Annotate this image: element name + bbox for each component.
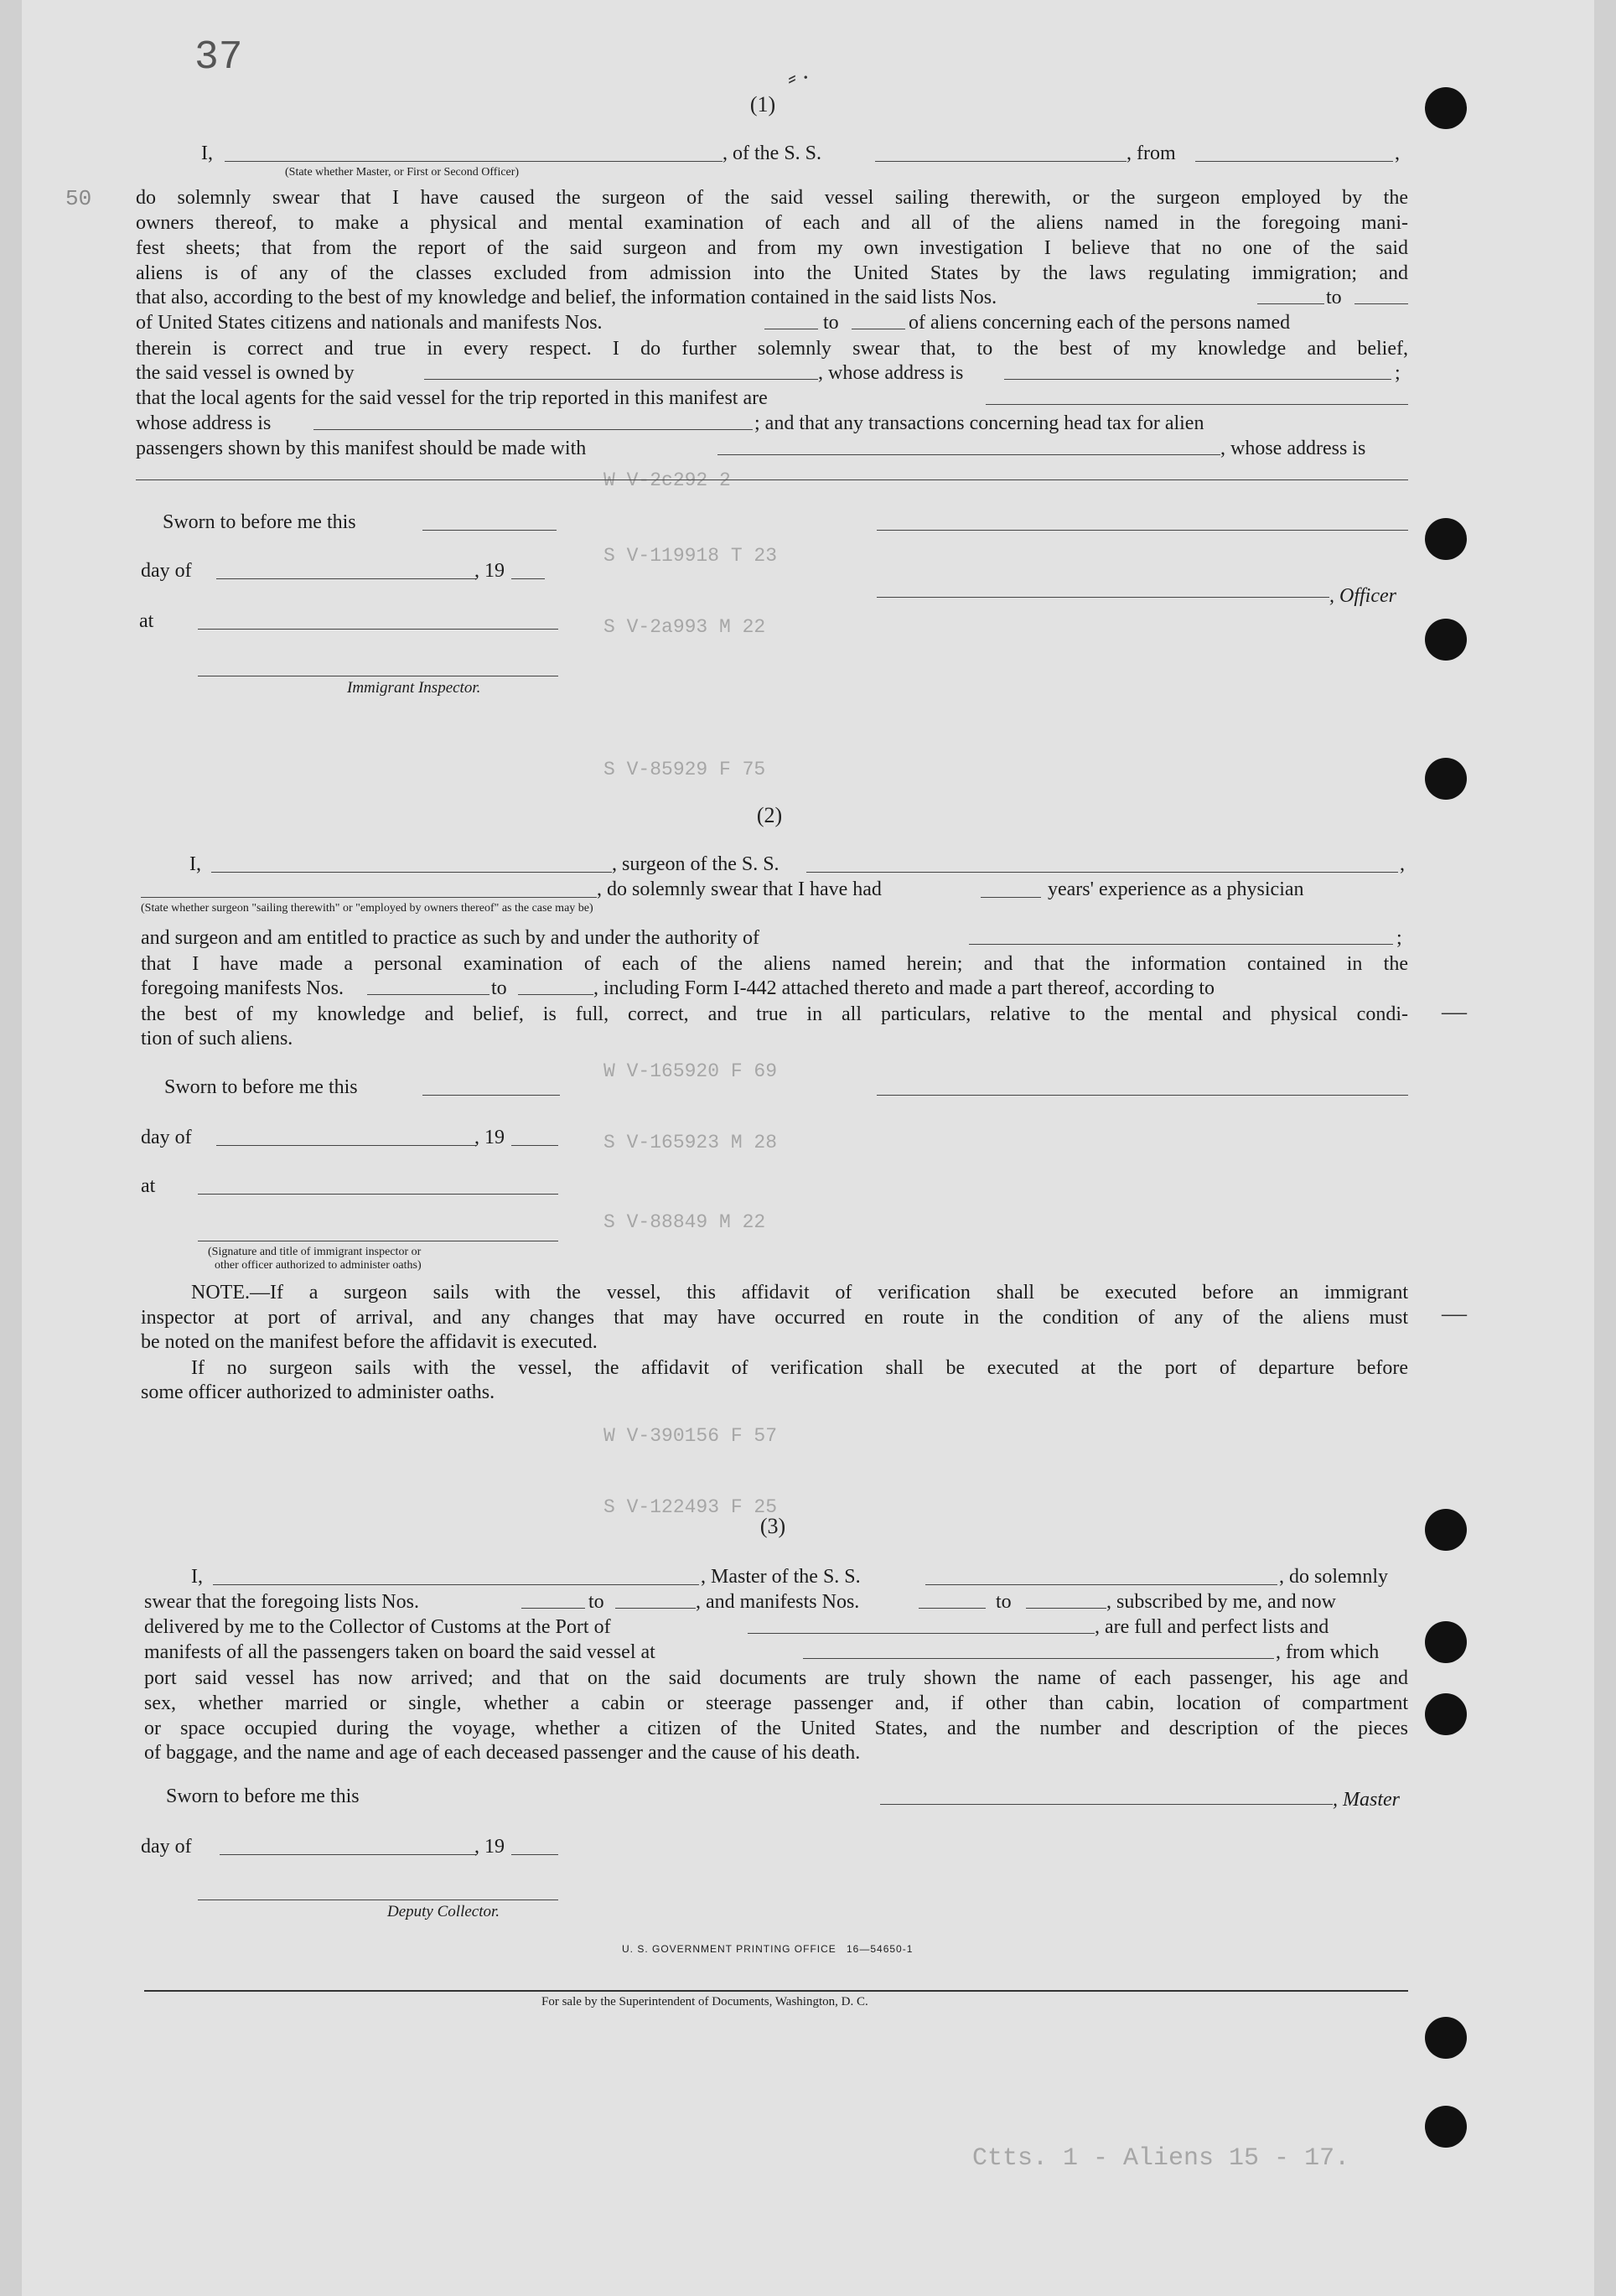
- footer-rule: [144, 1990, 1408, 1992]
- vessel-name-field: [875, 161, 1127, 162]
- section-3-line-1: port said vessel has now arrived; and that on the said documents are truly shown the name of each passenger, his age and: [144, 1667, 1408, 1689]
- lists-to-field-3: [615, 1608, 696, 1609]
- master-vessel-field: [925, 1584, 1277, 1585]
- manifests-from-field-3: [919, 1608, 986, 1609]
- years-field: [981, 897, 1041, 898]
- bleed-through-text: S V-2a993 M 22: [603, 616, 766, 638]
- day-of-field-3: [220, 1854, 476, 1855]
- semicolon: ;: [1395, 362, 1401, 384]
- and-manifests-label: , and manifests Nos.: [696, 1591, 860, 1613]
- at-field-2: [198, 1194, 558, 1195]
- to-label: to: [1326, 287, 1342, 308]
- section-1-heading: (1): [749, 92, 776, 117]
- punch-hole: [1425, 1693, 1467, 1735]
- sworn-label-2: Sworn to before me this: [164, 1076, 358, 1098]
- sworn-label-3: Sworn to before me this: [166, 1785, 360, 1807]
- day-of-label-2: day of: [141, 1127, 192, 1148]
- surgeon-vessel-field: [806, 872, 1398, 873]
- section-1-line-2: owners thereof, to make a physical and mental examination of each and all of the aliens named in the foregoing mani-: [136, 212, 1408, 234]
- officer-signature-line-2: [877, 597, 1329, 598]
- head-tax-address-field: [136, 479, 1408, 480]
- owner-field: [424, 379, 818, 380]
- punch-hole: [1425, 518, 1467, 560]
- section-2-line-5: tion of such aliens.: [141, 1028, 293, 1050]
- signature-note-1: (Signature and title of immigrant inspector or: [208, 1246, 422, 1258]
- master-label: , Master: [1333, 1789, 1400, 1811]
- punch-hole: [1425, 2106, 1467, 2148]
- year-field: [511, 578, 545, 579]
- surgeon-status-field: [141, 897, 597, 898]
- sale-notice: For sale by the Superintendent of Documents, Washington, D. C.: [541, 1995, 868, 2008]
- section-2-line-3: foregoing manifests Nos.: [141, 977, 344, 999]
- bleed-through-text: Ctts. 1 - Aliens 15 - 17.: [972, 2144, 1350, 2173]
- scan-right-edge: [1594, 0, 1616, 2296]
- bleed-through-text: S V-165923 M 28: [603, 1132, 778, 1153]
- day-of-field: [216, 578, 476, 579]
- note-line-5: some officer authorized to administer oaths.: [141, 1381, 495, 1403]
- bleed-through-text: W V-165920 F 69: [603, 1060, 778, 1082]
- section-2-heading: (2): [756, 803, 783, 827]
- swear-label: , do solemnly swear that I have had: [597, 878, 882, 900]
- section-2-line-4: the best of my knowledge and belief, is full, correct, and true in all particulars, relative to the mental and physical condi-: [141, 1003, 1408, 1025]
- section-3-i: I,: [191, 1566, 203, 1588]
- at-label: at: [139, 610, 154, 632]
- punch-hole: [1425, 2017, 1467, 2059]
- owner-address-field: [1004, 379, 1391, 380]
- section-3-heading: (3): [759, 1514, 786, 1538]
- manifests-to-field-2: [518, 994, 593, 995]
- lists-to-field: [1354, 303, 1408, 304]
- to-label: to: [588, 1591, 604, 1613]
- section-2-line-2: that I have made a personal examination of each of the aliens named herein; and that the information contained in the: [141, 953, 1408, 975]
- to-label: to: [491, 977, 507, 999]
- year-label-2: , 19: [474, 1127, 505, 1148]
- of-the-ss-label: , of the S. S.: [723, 143, 822, 164]
- section-1-i: I,: [201, 143, 213, 164]
- section-1-line-5: that also, according to the best of my knowledge and belief, the information contained in the said lists Nos.: [136, 287, 997, 308]
- head-tax-text: ; and that any transactions concerning head tax for alien: [754, 412, 1204, 434]
- subscribed-label: , subscribed by me, and now: [1106, 1591, 1336, 1613]
- master-of-label: , Master of the S. S.: [701, 1566, 861, 1588]
- pen-mark: ⸗ ∙: [788, 64, 809, 91]
- at-label-2: at: [141, 1175, 156, 1197]
- officer-label: , Officer: [1329, 585, 1396, 607]
- from-end: ,: [1395, 143, 1400, 164]
- section-1-line-11: passengers shown by this manifest should be made with: [136, 438, 587, 459]
- agents-field: [986, 404, 1408, 405]
- section-3-line-2: sex, whether married or single, whether a cabin or steerage passenger and, if other than cabin, location of compartment: [144, 1692, 1408, 1714]
- delivered-label: delivered by me to the Collector of Customs at the Port of: [144, 1616, 611, 1638]
- master-name-field-2: [213, 1584, 699, 1585]
- authority-field: [969, 944, 1393, 945]
- note-line-3: be noted on the manifest before the affidavit is executed.: [141, 1331, 598, 1353]
- pen-mark: —: [1442, 998, 1467, 1025]
- manifests-from-field-2: [367, 994, 489, 995]
- section-1-line-9: that the local agents for the said vessel for the trip reported in this manifest are: [136, 387, 768, 409]
- page-number: 37: [194, 35, 243, 80]
- day-of-label: day of: [141, 560, 192, 582]
- semicolon: ;: [1396, 927, 1402, 949]
- manifests-all-label: manifests of all the passengers taken on board the said vessel at: [144, 1641, 655, 1663]
- from-label: , from: [1127, 143, 1176, 164]
- to-label: to: [996, 1591, 1012, 1613]
- sworn-day-field: [422, 530, 557, 531]
- bleed-through-text: W V-390156 F 57: [603, 1425, 778, 1447]
- including-label: , including Form I-442 attached thereto and made a part thereof, according to: [593, 977, 1215, 999]
- head-tax-contact-field: [717, 454, 1220, 455]
- surgeon-signature-line: [877, 1095, 1408, 1096]
- pen-mark: —: [1442, 1299, 1467, 1327]
- immigrant-inspector-label: Immigrant Inspector.: [347, 679, 481, 697]
- surgeon-name-field: [211, 872, 612, 873]
- bleed-through-text: S V-88849 M 22: [603, 1211, 766, 1233]
- section-2-line-1: and surgeon and am entitled to practice as such by and under the authority of: [141, 927, 759, 949]
- punch-hole: [1425, 758, 1467, 800]
- day-of-field-2: [216, 1145, 476, 1146]
- whose-address-end: , whose address is: [1220, 438, 1366, 459]
- whose-address-label: , whose address is: [818, 362, 964, 384]
- do-solemnly-label: , do solemnly: [1279, 1566, 1388, 1588]
- printing-office: U. S. GOVERNMENT PRINTING OFFICE: [622, 1943, 836, 1955]
- year-label-3: , 19: [474, 1836, 505, 1858]
- lists-from-field: [1257, 303, 1324, 304]
- punch-hole: [1425, 87, 1467, 129]
- aliens-concerning: of aliens concerning each of the persons named: [909, 312, 1291, 334]
- swear-lists-label: swear that the foregoing lists Nos.: [144, 1591, 419, 1613]
- section-1-line-7: therein is correct and true in every respect. I do further solemnly swear that, to the best of my knowledge and belief,: [136, 338, 1408, 360]
- lists-from-field-3: [521, 1608, 585, 1609]
- section-1-line-1: do solemnly swear that I have caused the surgeon of the said vessel sailing therewith, or the surgeon employed by the: [136, 187, 1408, 209]
- section-1-line-3: fest sheets; that from the report of the said surgeon and from my own investigation I believe that no one of the said: [136, 237, 1408, 259]
- agents-address-field: [313, 429, 753, 430]
- margin-number: 50: [65, 186, 92, 211]
- punch-hole: [1425, 619, 1467, 661]
- master-name-field: [225, 161, 723, 162]
- surgeon-of-label: , surgeon of the S. S.: [612, 853, 780, 875]
- section-1-line-10: whose address is: [136, 412, 272, 434]
- section-1-line-6: of United States citizens and nationals and manifests Nos.: [136, 312, 603, 334]
- bleed-through-text: S V-119918 T 23: [603, 545, 778, 567]
- note-line-4: If no surgeon sails with the vessel, the affidavit of verification shall be executed at the port of departure before: [191, 1357, 1408, 1379]
- to-label: to: [823, 312, 839, 334]
- punch-hole: [1425, 1621, 1467, 1663]
- from-port-field: [1195, 161, 1393, 162]
- officer-signature-line-1: [877, 530, 1408, 531]
- form-number: 16—54650-1: [847, 1943, 914, 1955]
- bleed-through-text: S V-85929 F 75: [603, 759, 766, 780]
- role-note: (State whether Master, or First or Second Officer): [285, 166, 520, 179]
- at-field: [198, 629, 558, 630]
- surgeon-note: (State whether surgeon "sailing therewith" or "employed by owners thereof" as the case may be): [141, 902, 593, 915]
- manifests-to-field-3: [1026, 1608, 1106, 1609]
- year-field-3: [511, 1854, 558, 1855]
- bleed-through-text: S V-122493 F 25: [603, 1496, 778, 1518]
- embark-port-field: [803, 1658, 1274, 1659]
- comma: ,: [1400, 853, 1405, 875]
- year-field-2: [511, 1145, 558, 1146]
- note-line-1: NOTE.—If a surgeon sails with the vessel, this affidavit of verification shall be executed before an immigrant: [191, 1282, 1408, 1303]
- bleed-through-text: W V-2c292 2: [603, 469, 731, 491]
- deputy-collector-label: Deputy Collector.: [387, 1903, 500, 1920]
- port-field: [748, 1633, 1095, 1634]
- years-label: years' experience as a physician: [1048, 878, 1304, 900]
- section-3-line-4: of baggage, and the name and age of each deceased passenger and the cause of his death.: [144, 1742, 861, 1764]
- scan-left-edge: [0, 0, 22, 2296]
- day-of-label-3: day of: [141, 1836, 192, 1858]
- sworn-label: Sworn to before me this: [163, 511, 356, 533]
- note-line-2: inspector at port of arrival, and any changes that may have occurred en route in the condition of any of the aliens must: [141, 1307, 1408, 1329]
- from-which-label: , from which: [1276, 1641, 1380, 1663]
- sworn-day-field-2: [422, 1095, 560, 1096]
- signature-note-2: other officer authorized to administer oaths): [215, 1259, 422, 1272]
- punch-hole: [1425, 1509, 1467, 1551]
- section-1-line-8: the said vessel is owned by: [136, 362, 355, 384]
- sworn-day-field-3: [880, 1804, 1333, 1805]
- section-3-line-3: or space occupied during the voyage, whether a citizen of the United States, and the number and description of the pieces: [144, 1718, 1408, 1739]
- year-label: , 19: [474, 560, 505, 582]
- full-perfect-label: , are full and perfect lists and: [1095, 1616, 1329, 1638]
- section-2-i: I,: [189, 853, 201, 875]
- section-1-line-4: aliens is of any of the classes excluded from admission into the United States by the laws regulating immigration; and: [136, 262, 1408, 284]
